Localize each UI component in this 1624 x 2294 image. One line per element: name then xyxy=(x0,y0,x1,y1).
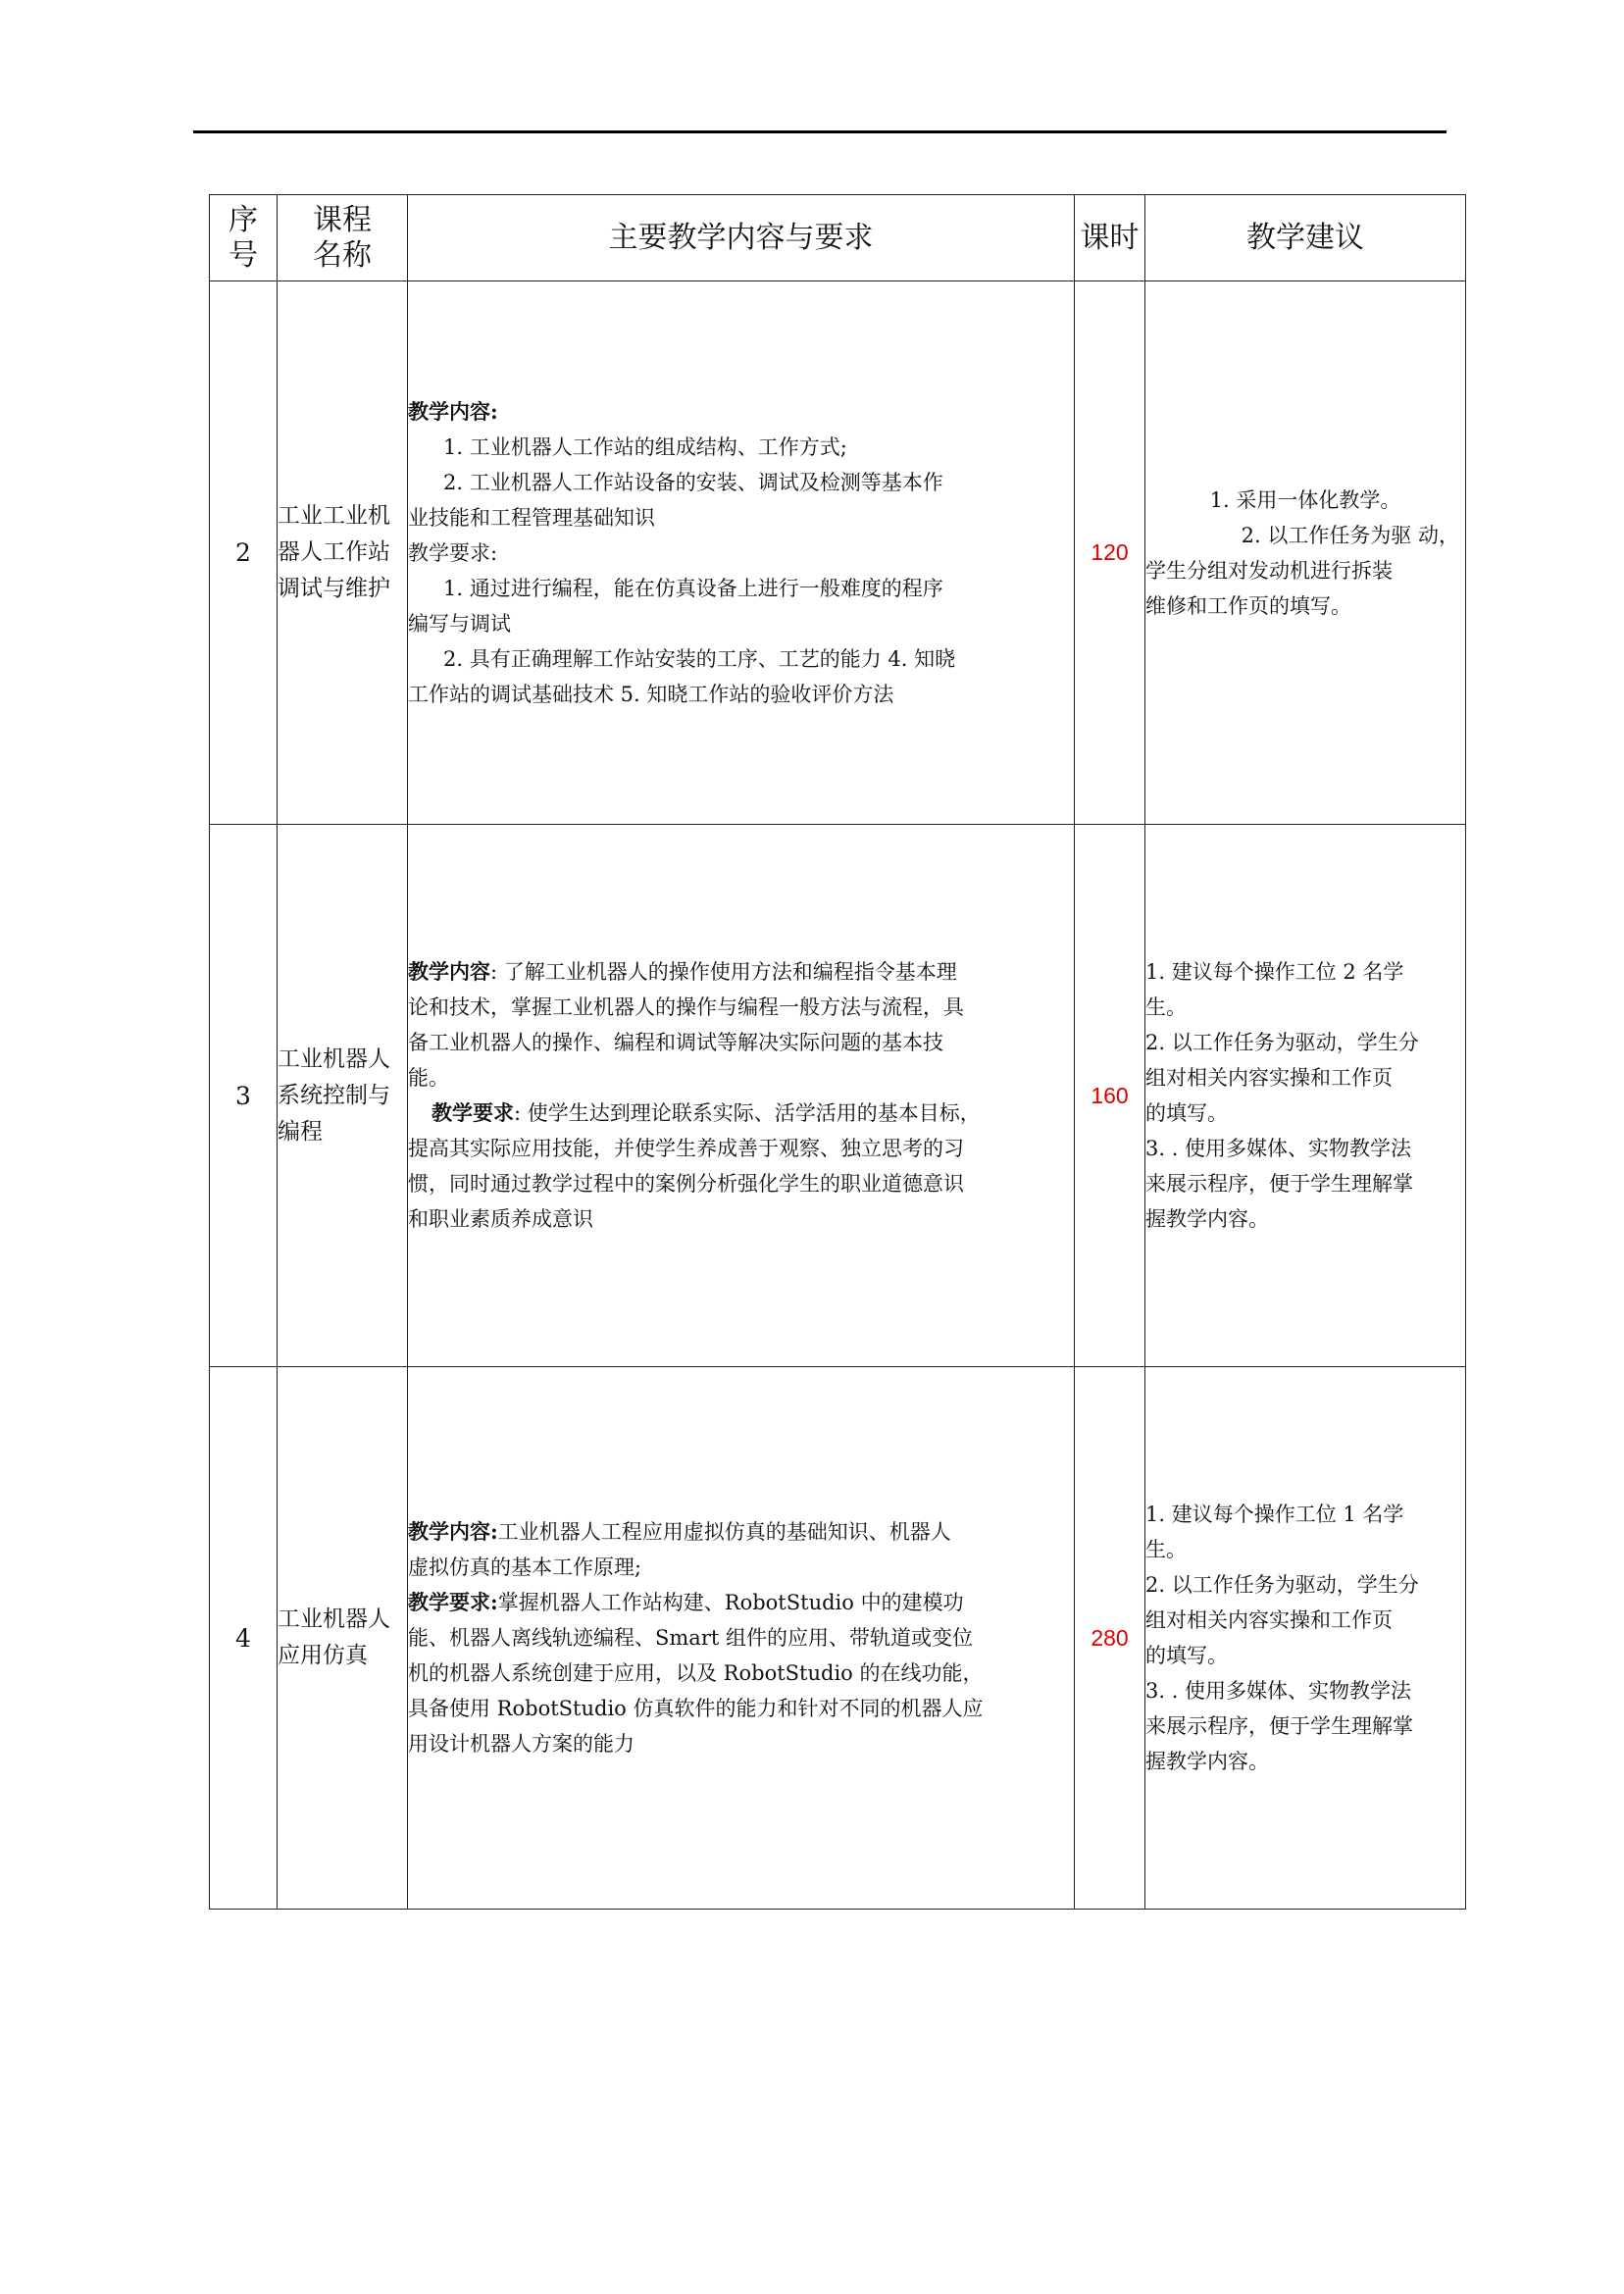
header-hours: 课时 xyxy=(1075,195,1145,281)
table-row xyxy=(210,825,1466,1367)
course-hours: 160 xyxy=(1075,825,1145,1367)
course-name: 工业机器人 系统控制与 编程 xyxy=(278,825,408,1367)
header-no: 序 号 xyxy=(210,195,278,281)
table-row xyxy=(210,281,1466,825)
course-content: 教学内容: 了解工业机器人的操作使用方法和编程指令基本理 论和技术，掌握工业机器人的操作与编程一般方法与流程，具 备工业机器人的操作、编程和调试等解决实际问题的基本技 能。 教学要求: 使学生达到理论联系实际、活学活用的基本目标， 提高其实际应用技能，并使学生养成善于观察、独立思考的习 惯，同时通过教学过程中的案例分析强化学生的职业道德意识 和职业素质养成意识 xyxy=(408,825,1075,1367)
header-name: 课程 名称 xyxy=(278,195,408,281)
course-name: 工业工业机 器人工作站 调试与维护 xyxy=(278,281,408,825)
table-row xyxy=(210,1367,1466,1910)
curriculum-table xyxy=(209,194,1466,1910)
course-content: 教学内容:工业机器人工程应用虚拟仿真的基础知识、机器人 虚拟仿真的基本工作原理; 教学要求:掌握机器人工作站构建、RobotStudio 中的建模功 能、机器人离线轨迹编程、Smart 组件的应用、带轨道或变位 机的机器人系统创建于应用，以及 RobotStudio 的在线功能， 具备使用 RobotStudio 仿真软件的能力和针对不同的机器人应 用设计机器人方案的能力 xyxy=(408,1367,1075,1910)
row-number: 3 xyxy=(210,825,278,1367)
teaching-advice: 1. 建议每个操作工位 1 名学 生。 2. 以工作任务为驱动，学生分 组对相关内容实操和工作页 的填写。 3. . 使用多媒体、实物教学法 来展示程序，便于学生理解掌 握教学内容。 xyxy=(1145,1367,1466,1910)
row-number: 4 xyxy=(210,1367,278,1910)
course-hours: 120 xyxy=(1075,281,1145,825)
teaching-advice: 1. 采用一体化教学。 2. 以工作任务为驱 动， 学生分组对发动机进行拆装 维修和工作页的填写。 xyxy=(1145,281,1466,825)
header-advice: 教学建议 xyxy=(1145,195,1466,281)
row-number: 2 xyxy=(210,281,278,825)
header-rule xyxy=(193,130,1446,133)
requirement-label: 教学要求: xyxy=(408,1590,498,1614)
course-content: 教学内容: 1. 工业机器人工作站的组成结构、工作方式; 2. 工业机器人工作站设备的安装、调试及检测等基本作 业技能和工程管理基础知识 教学要求: 1. 通过进行编程，能在仿真设备上进行一般难度的程序 编写与调试 2. 具有正确理解工作站安装的工序、工艺的能力 4. 知晓 工作站的调试基础技术 5. 知晓工作站的验收评价方法 xyxy=(408,281,1075,825)
content-label: 教学内容: xyxy=(408,398,498,424)
requirement-label: 教学要求 xyxy=(431,1100,514,1125)
content-label: 教学内容 xyxy=(408,959,490,984)
header-content: 主要教学内容与要求 xyxy=(408,195,1075,281)
content-label: 教学内容: xyxy=(408,1519,498,1544)
header-row xyxy=(210,195,1466,281)
teaching-advice: 1. 建议每个操作工位 2 名学 生。 2. 以工作任务为驱动，学生分 组对相关内容实操和工作页 的填写。 3. . 使用多媒体、实物教学法 来展示程序，便于学生理解掌 握教学内容。 xyxy=(1145,825,1466,1367)
course-hours: 280 xyxy=(1075,1367,1145,1910)
course-name: 工业机器人 应用仿真 xyxy=(278,1367,408,1910)
